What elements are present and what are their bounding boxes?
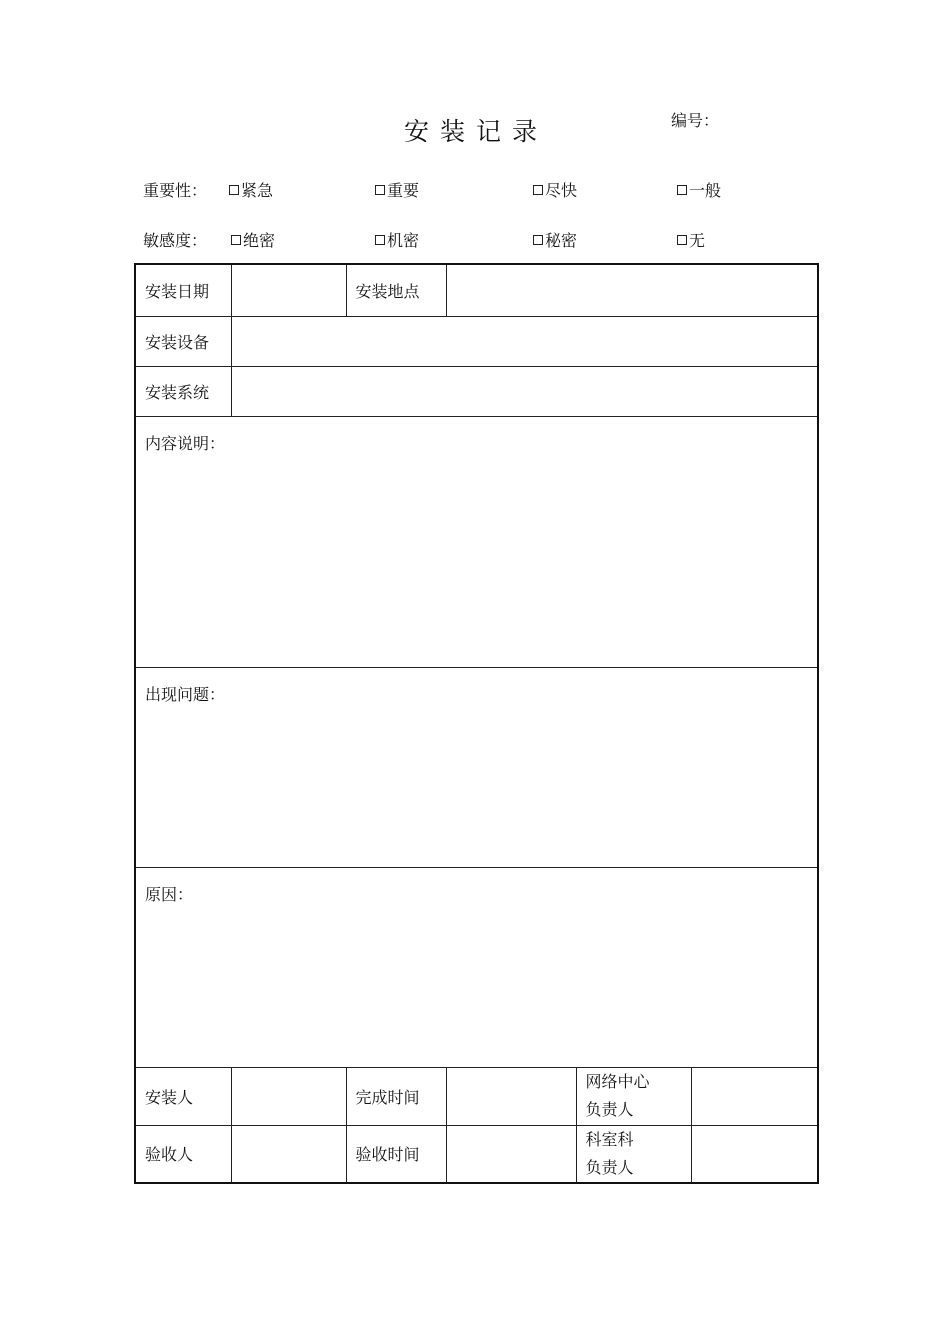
- install-location-field[interactable]: [446, 264, 818, 316]
- install-location-label: 安装地点: [346, 264, 446, 316]
- problems-label: 出现问题：: [145, 684, 226, 704]
- department-manager-field[interactable]: [691, 1125, 818, 1183]
- acceptance-time-label: 验收时间: [346, 1125, 446, 1183]
- department-manager-label: 科室科 负责人: [576, 1125, 691, 1183]
- install-date-label: 安装日期: [135, 264, 231, 316]
- acceptor-field[interactable]: [231, 1125, 346, 1183]
- completion-time-field[interactable]: [446, 1067, 576, 1125]
- checkbox-icon[interactable]: [375, 185, 385, 195]
- content-description-label: 内容说明：: [145, 433, 226, 453]
- sensitivity-label: 敏感度：: [143, 231, 208, 250]
- checkbox-icon[interactable]: [533, 235, 543, 245]
- checkbox-icon[interactable]: [677, 185, 687, 195]
- install-system-field[interactable]: [231, 366, 818, 416]
- importance-option-urgent[interactable]: 紧急: [229, 178, 273, 201]
- completion-time-label: 完成时间: [346, 1067, 446, 1125]
- network-center-manager-label: 网络中心 负责人: [576, 1067, 691, 1125]
- checkbox-icon[interactable]: [677, 235, 687, 245]
- checkbox-icon[interactable]: [229, 185, 239, 195]
- importance-option-normal[interactable]: 一般: [677, 178, 721, 201]
- checkbox-icon[interactable]: [375, 235, 385, 245]
- problems-field[interactable]: [135, 667, 818, 867]
- network-center-manager-field[interactable]: [691, 1067, 818, 1125]
- importance-option-important[interactable]: 重要: [375, 178, 419, 201]
- sensitivity-option-confidential[interactable]: 机密: [375, 228, 419, 251]
- acceptance-time-field[interactable]: [446, 1125, 576, 1183]
- cause-field[interactable]: [135, 867, 818, 1067]
- checkbox-icon[interactable]: [533, 185, 543, 195]
- install-record-table: [134, 263, 819, 1184]
- sensitivity-option-top-secret[interactable]: 绝密: [231, 228, 275, 251]
- sensitivity-option-none[interactable]: 无: [677, 228, 705, 251]
- page-title: 安装记录: [404, 117, 549, 146]
- install-equipment-field[interactable]: [231, 316, 818, 366]
- acceptor-label: 验收人: [135, 1125, 231, 1183]
- checkbox-icon[interactable]: [231, 235, 241, 245]
- installer-field[interactable]: [231, 1067, 346, 1125]
- sensitivity-option-secret[interactable]: 秘密: [533, 228, 577, 251]
- content-description-field[interactable]: [135, 416, 818, 667]
- install-date-field[interactable]: [231, 264, 346, 316]
- install-equipment-label: 安装设备: [135, 316, 231, 366]
- cause-label: 原因：: [145, 884, 194, 904]
- serial-number-label: 编号：: [671, 111, 720, 130]
- install-system-label: 安装系统: [135, 366, 231, 416]
- importance-label: 重要性：: [143, 181, 208, 200]
- installer-label: 安装人: [135, 1067, 231, 1125]
- importance-option-asap[interactable]: 尽快: [533, 178, 577, 201]
